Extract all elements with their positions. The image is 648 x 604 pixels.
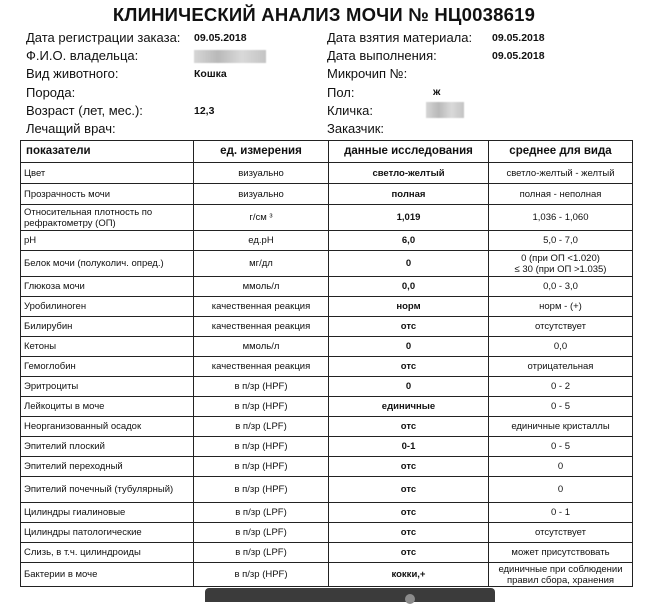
parameter-cell: Лейкоциты в моче bbox=[21, 397, 194, 417]
parameter-cell: Цилиндры гиалиновые bbox=[21, 503, 194, 523]
reference-cell: отсутствует bbox=[489, 317, 633, 337]
parameter-cell: Эпителий почечный (тубулярный) bbox=[21, 477, 194, 503]
owner-label: Ф.И.О. владельца: bbox=[26, 48, 139, 63]
unit-cell: ммоль/л bbox=[194, 337, 329, 357]
result-cell: 0 bbox=[329, 251, 489, 277]
table-row bbox=[21, 357, 633, 377]
result-cell: 0 bbox=[329, 337, 489, 357]
unit-cell: визуально bbox=[194, 184, 329, 205]
reference-cell: 5,0 - 7,0 bbox=[489, 231, 633, 251]
parameter-cell: Эпителий плоский bbox=[21, 437, 194, 457]
reference-cell: 0 bbox=[489, 477, 633, 503]
sex-value: ж bbox=[433, 86, 441, 98]
header-unit: ед. измерения bbox=[194, 141, 329, 163]
unit-cell: в п/зр (LPF) bbox=[194, 543, 329, 563]
result-cell: отс bbox=[329, 317, 489, 337]
result-cell: единичные bbox=[329, 397, 489, 417]
parameter-cell: Прозрачность мочи bbox=[21, 184, 194, 205]
species-label: Вид животного: bbox=[26, 66, 119, 81]
table-row bbox=[21, 477, 633, 503]
sample-date-value: 09.05.2018 bbox=[492, 32, 545, 44]
parameter-cell: Цвет bbox=[21, 163, 194, 184]
result-cell: отс bbox=[329, 457, 489, 477]
table-row bbox=[21, 543, 633, 563]
result-cell: 0 bbox=[329, 377, 489, 397]
age-label: Возраст (лет, мес.): bbox=[26, 103, 143, 118]
reference-cell: может присутствовать bbox=[489, 543, 633, 563]
parameter-cell: Эпителий переходный bbox=[21, 457, 194, 477]
parameter-cell: Билирубин bbox=[21, 317, 194, 337]
result-cell: 0,0 bbox=[329, 277, 489, 297]
reference-cell: отсутствует bbox=[489, 523, 633, 543]
reference-cell: 0,0 bbox=[489, 337, 633, 357]
header-reference: среднее для вида bbox=[489, 141, 633, 163]
parameter-cell: Глюкоза мочи bbox=[21, 277, 194, 297]
reg-date-label: Дата регистрации заказа: bbox=[26, 30, 181, 45]
reference-cell: 0 (при ОП <1.020) ≤ 30 (при ОП >1.035) bbox=[489, 251, 633, 277]
parameter-cell: Белок мочи (полуколич. опред.) bbox=[21, 251, 194, 277]
unit-cell: качественная реакция bbox=[194, 297, 329, 317]
reference-cell: полная - неполная bbox=[489, 184, 633, 205]
reference-cell: 1,036 - 1,060 bbox=[489, 205, 633, 231]
unit-cell: качественная реакция bbox=[194, 357, 329, 377]
unit-cell: в п/зр (HPF) bbox=[194, 437, 329, 457]
table-row bbox=[21, 297, 633, 317]
parameter-cell: Слизь, в т.ч. цилиндроиды bbox=[21, 543, 194, 563]
unit-cell: в п/зр (HPF) bbox=[194, 477, 329, 503]
toolbar-button-icon bbox=[405, 594, 415, 604]
sample-date-label: Дата взятия материала: bbox=[327, 30, 473, 45]
breed-label: Порода: bbox=[26, 85, 76, 100]
parameter-cell: Эритроциты bbox=[21, 377, 194, 397]
unit-cell: в п/зр (LPF) bbox=[194, 523, 329, 543]
unit-cell: качественная реакция bbox=[194, 317, 329, 337]
header-parameter: показатели bbox=[21, 141, 194, 163]
done-date-label: Дата выполнения: bbox=[327, 48, 437, 63]
unit-cell: ммоль/л bbox=[194, 277, 329, 297]
table-row bbox=[21, 251, 633, 277]
table-row bbox=[21, 523, 633, 543]
unit-cell: в п/зр (HPF) bbox=[194, 377, 329, 397]
reference-cell: 0 - 5 bbox=[489, 437, 633, 457]
table-header-row bbox=[21, 141, 633, 163]
table-row bbox=[21, 277, 633, 297]
result-cell: отс bbox=[329, 503, 489, 523]
parameter-cell: Кетоны bbox=[21, 337, 194, 357]
parameter-cell: Уробилиноген bbox=[21, 297, 194, 317]
result-cell: светло-желтый bbox=[329, 163, 489, 184]
result-cell: отс bbox=[329, 543, 489, 563]
table-row bbox=[21, 437, 633, 457]
unit-cell: в п/зр (LPF) bbox=[194, 503, 329, 523]
parameter-cell: Бактерии в моче bbox=[21, 563, 194, 587]
unit-cell: мг/дл bbox=[194, 251, 329, 277]
microchip-label: Микрочип №: bbox=[327, 66, 408, 81]
reference-cell: единичные при соблюдении правил сбора, хранения bbox=[489, 563, 633, 587]
sex-label: Пол: bbox=[327, 85, 355, 100]
customer-label: Заказчик: bbox=[327, 121, 385, 136]
result-cell: 0-1 bbox=[329, 437, 489, 457]
pet-name-redacted bbox=[426, 102, 464, 118]
unit-cell: г/см ³ bbox=[194, 205, 329, 231]
parameter-cell: pH bbox=[21, 231, 194, 251]
result-cell: отс bbox=[329, 417, 489, 437]
report-title: КЛИНИЧЕСКИЙ АНАЛИЗ МОЧИ № НЦ0038619 bbox=[112, 4, 536, 25]
reference-cell: единичные кристаллы bbox=[489, 417, 633, 437]
parameter-cell: Относительная плотность по рефрактометру (ОП) bbox=[21, 205, 194, 231]
result-cell: норм bbox=[329, 297, 489, 317]
result-cell: отс bbox=[329, 477, 489, 503]
table-row bbox=[21, 417, 633, 437]
owner-redacted bbox=[194, 50, 266, 63]
unit-cell: ед.pH bbox=[194, 231, 329, 251]
table-row bbox=[21, 163, 633, 184]
doctor-label: Лечащий врач: bbox=[26, 121, 116, 136]
result-cell: 6,0 bbox=[329, 231, 489, 251]
reference-cell: 0 - 1 bbox=[489, 503, 633, 523]
unit-cell: в п/зр (LPF) bbox=[194, 417, 329, 437]
table-row bbox=[21, 457, 633, 477]
unit-cell: в п/зр (HPF) bbox=[194, 397, 329, 417]
parameter-cell: Гемоглобин bbox=[21, 357, 194, 377]
reference-cell: отрицательная bbox=[489, 357, 633, 377]
parameter-cell: Цилиндры патологические bbox=[21, 523, 194, 543]
parameter-cell: Неорганизованный осадок bbox=[21, 417, 194, 437]
table-row bbox=[21, 377, 633, 397]
pet-name-label: Кличка: bbox=[327, 103, 374, 118]
table-row bbox=[21, 337, 633, 357]
header-result: данные исследования bbox=[329, 141, 489, 163]
table-row bbox=[21, 563, 633, 587]
reference-cell: 0 - 5 bbox=[489, 397, 633, 417]
done-date-value: 09.05.2018 bbox=[492, 50, 545, 62]
table-row bbox=[21, 231, 633, 251]
result-cell: 1,019 bbox=[329, 205, 489, 231]
table-row bbox=[21, 397, 633, 417]
reference-cell: светло-желтый - желтый bbox=[489, 163, 633, 184]
reference-cell: норм - (+) bbox=[489, 297, 633, 317]
result-cell: кокки,+ bbox=[329, 563, 489, 587]
results-table bbox=[20, 140, 633, 587]
reference-cell: 0 - 2 bbox=[489, 377, 633, 397]
unit-cell: в п/зр (HPF) bbox=[194, 457, 329, 477]
result-cell: отс bbox=[329, 357, 489, 377]
table-row bbox=[21, 317, 633, 337]
table-row bbox=[21, 205, 633, 231]
table-row bbox=[21, 184, 633, 205]
result-cell: отс bbox=[329, 523, 489, 543]
unit-cell: визуально bbox=[194, 163, 329, 184]
reference-cell: 0 bbox=[489, 457, 633, 477]
table-row bbox=[21, 503, 633, 523]
age-value: 12,3 bbox=[194, 105, 215, 117]
reg-date-value: 09.05.2018 bbox=[194, 32, 247, 44]
species-value: Кошка bbox=[194, 68, 227, 80]
result-cell: полная bbox=[329, 184, 489, 205]
reference-cell: 0,0 - 3,0 bbox=[489, 277, 633, 297]
unit-cell: в п/зр (HPF) bbox=[194, 563, 329, 587]
